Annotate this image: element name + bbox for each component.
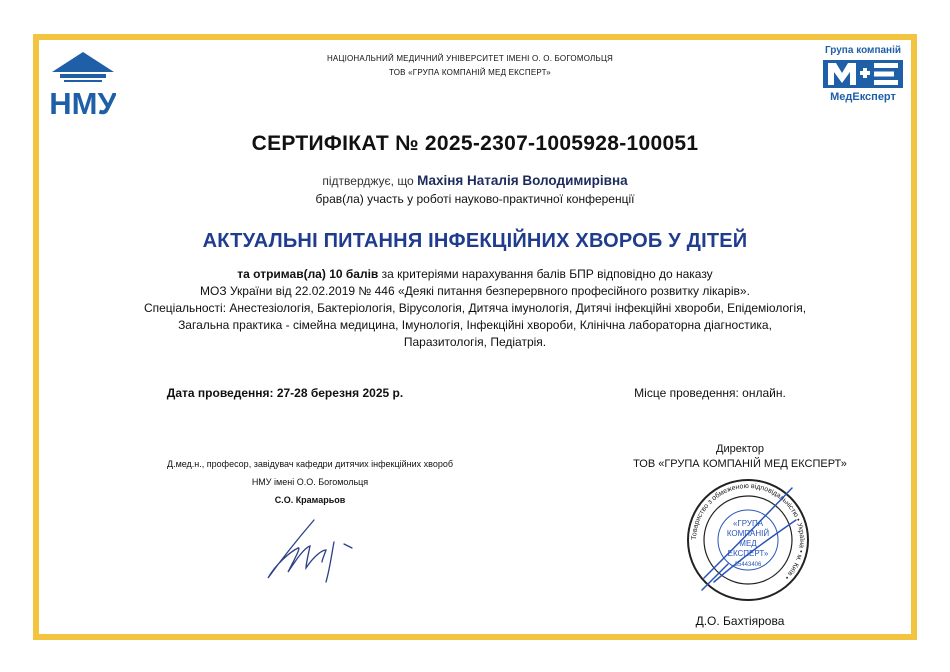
certificate-title: СЕРТИФІКАТ № 2025-2307-1005928-100051 xyxy=(251,132,699,155)
certificate-body xyxy=(70,266,880,351)
stamp-outer-text: Товариство з обмеженою відповідальністю • Україна • м. Київ • xyxy=(690,482,806,581)
stamp-code: 35443406 xyxy=(734,562,762,568)
event-date: Дата проведення: 27-28 березня 2025 р. xyxy=(166,386,404,400)
company-stamp xyxy=(684,478,812,602)
director-organization: ТОВ «ГРУПА КОМПАНІЙ МЕД ЕКСПЕРТ» xyxy=(633,458,847,470)
points-earned: та отримав(ла) 10 балів xyxy=(237,267,379,281)
org-company: ТОВ «ГРУПА КОМПАНІЙ МЕД ЕКСПЕРТ» xyxy=(389,68,551,77)
confirmation-lead: підтверджує, що xyxy=(322,174,414,188)
handwritten-signature-left xyxy=(262,512,362,588)
right-signatory xyxy=(600,442,880,472)
specialties-line-1: Спеціальності: Анестезіологія, Бактеріологія, Вірусологія, Дитяча імунологія, Дитячі інфекційні хвороби, Епідеміологія, xyxy=(143,301,807,315)
director-name: Д.О. Бахтіярова xyxy=(695,614,785,628)
confirmation-line xyxy=(200,171,750,191)
stamp-line-4: ЕКСПЕРТ» xyxy=(727,549,769,558)
stamp-line-3: МЕД xyxy=(739,539,757,548)
stamp-line-1: «ГРУПА xyxy=(732,519,764,528)
participant-name: Махіня Наталія Володимирівна xyxy=(417,173,628,188)
left-signatory-name: С.О. Крамарьов xyxy=(274,495,346,505)
left-signatory-title: Д.мед.н., професор, завідувач кафедри дитячих інфекційних хвороб xyxy=(166,459,454,469)
stamp-line-2: КОМПАНІЙ xyxy=(726,529,770,538)
medexpert-logo-bottom: МедЕксперт xyxy=(830,91,896,103)
nmu-logo-text: НМУ xyxy=(50,86,116,121)
points-criteria: за критеріями нарахування балів БПР відповідно до наказу xyxy=(378,267,713,281)
event-place: Місце проведення: онлайн. xyxy=(634,386,786,400)
order-line: МОЗ України від 22.02.2019 № 446 «Деякі питання безперервного професійного розвитку лікарів». xyxy=(200,284,750,298)
medexpert-mark-icon xyxy=(820,57,906,91)
points-line xyxy=(70,266,880,283)
specialties-line-3: Паразитологія, Педіатрія. xyxy=(403,335,547,349)
nmu-logo xyxy=(50,50,116,122)
org-university: НАЦІОНАЛЬНИЙ МЕДИЧНИЙ УНІВЕРСИТЕТ ІМЕНІ О. О. БОГОМОЛЬЦЯ xyxy=(326,54,614,63)
specialties-line-2: Загальна практика - сімейна медицина, Імунологія, Інфекційні хвороби, Клінічна лабораторна діагностика, xyxy=(178,318,772,332)
participation-line: брав(ла) участь у роботі науково-практичної конференції xyxy=(315,192,635,206)
conference-title: АКТУАЛЬНІ ПИТАННЯ ІНФЕКЦІЙНИХ ХВОРОБ У ДІТЕЙ xyxy=(202,230,748,252)
medexpert-logo xyxy=(820,45,906,109)
director-role: Директор xyxy=(716,443,764,455)
medexpert-logo-top: Група компаній xyxy=(824,45,902,56)
left-signatory xyxy=(110,455,510,509)
left-signatory-institution: НМУ імені О.О. Богомольця xyxy=(251,477,369,487)
issuing-organizations xyxy=(250,52,690,80)
